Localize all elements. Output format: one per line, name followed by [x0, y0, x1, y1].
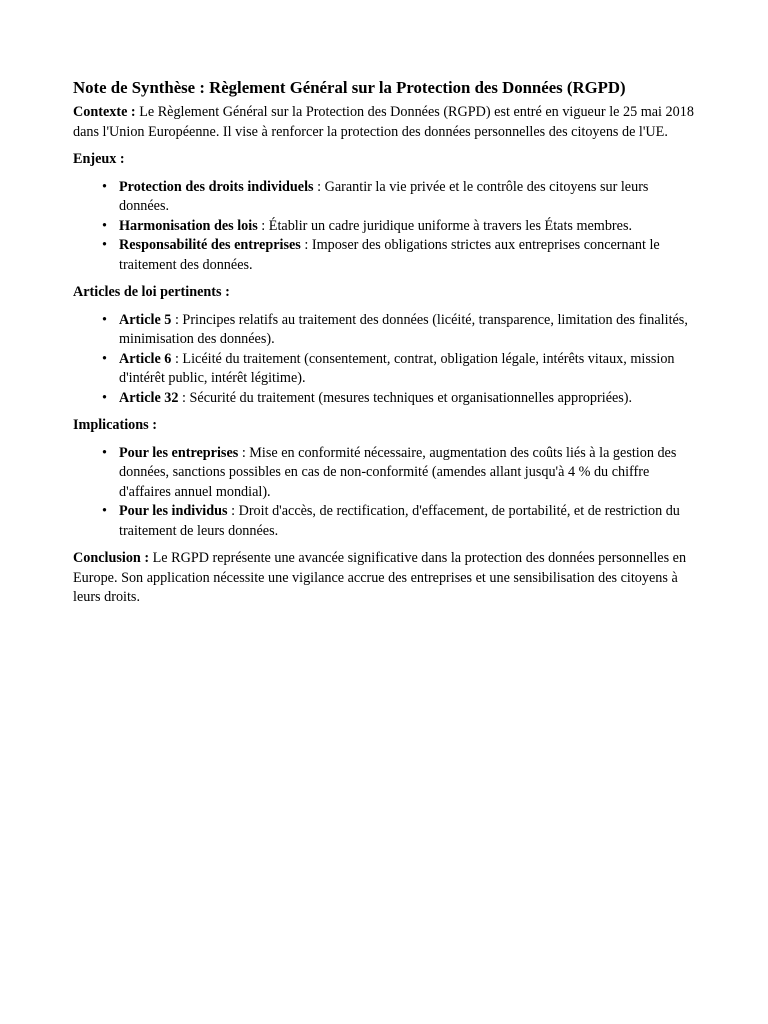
- conclusion-paragraph: [73, 549, 697, 608]
- context-label: Contexte :: [73, 104, 136, 120]
- section-implications: [73, 416, 697, 541]
- list-item: [102, 311, 697, 350]
- item-lead: Article 32: [119, 389, 179, 406]
- context-text: Le Règlement Général sur la Protection des Données (RGPD) est entré en vigueur le 25 mai 2018 dans l'Union Européenne. Il vise à renforcer la protection des données personnelles des citoyens de l'UE.: [73, 104, 694, 140]
- list-item: [102, 236, 697, 275]
- list-item: [102, 444, 697, 503]
- item-text: : Principes relatifs au traitement des données (licéité, transparence, limitation des finalités, minimisation des données).: [119, 311, 688, 347]
- section-enjeux: [73, 150, 697, 275]
- item-text: : Droit d'accès, de rectification, d'effacement, de portabilité, et de restriction du traitement de leurs données.: [119, 503, 680, 539]
- item-lead: Pour les individus: [119, 503, 228, 519]
- list-item: [102, 502, 697, 541]
- list-item: [102, 178, 697, 217]
- item-text: : Mise en conformité nécessaire, augmentation des coûts liés à la gestion des données, sanctions possibles en cas de non-conformité (amendes allant jusqu'à 4 % du chiffre d'affaires annuel mondial).: [119, 444, 677, 500]
- item-text: : Imposer des obligations strictes aux entreprises concernant le traitement des données.: [119, 237, 660, 273]
- context-paragraph: [73, 103, 697, 142]
- item-lead: Article 6: [119, 350, 172, 367]
- document-title: Note de Synthèse : Règlement Général sur la Protection des Données (RGPD): [73, 78, 626, 97]
- item-text: : Établir un cadre juridique uniforme à travers les États membres.: [257, 217, 633, 234]
- item-lead: Harmonisation des lois: [119, 217, 258, 234]
- section-articles: [73, 283, 697, 408]
- item-lead: Protection des droits individuels: [119, 178, 314, 195]
- list-item: [102, 389, 697, 409]
- list-item: [102, 350, 697, 389]
- articles-list: [73, 311, 697, 409]
- conclusion-label: Conclusion :: [73, 550, 150, 566]
- item-text: : Sécurité du traitement (mesures techniques et organisationnelles appropriées).: [178, 389, 633, 406]
- document-page: [73, 77, 697, 616]
- enjeux-list: [73, 178, 697, 276]
- bullet-icon: •: [102, 237, 107, 253]
- bullet-icon: •: [102, 444, 107, 461]
- section-heading-implications: Implications :: [73, 417, 157, 433]
- item-lead: Responsabilité des entreprises: [119, 237, 301, 253]
- item-lead: Pour les entreprises: [119, 444, 239, 461]
- conclusion-text: Le RGPD représente une avancée significative dans la protection des données personnelles en Europe. Son application nécessite une vigilance accrue des entreprises et une sensibilisation des citoyens à leurs droits.: [73, 550, 687, 605]
- item-text: : Garantir la vie privée et le contrôle des citoyens sur leurs données.: [119, 178, 649, 214]
- list-item: [102, 217, 697, 237]
- section-heading-enjeux: Enjeux :: [73, 151, 125, 167]
- item-lead: Article 5: [119, 311, 172, 328]
- bullet-icon: •: [102, 217, 107, 234]
- section-heading-articles: Articles de loi pertinents :: [73, 284, 230, 300]
- implications-list: [73, 444, 697, 542]
- bullet-icon: •: [102, 178, 107, 195]
- bullet-icon: •: [102, 311, 107, 328]
- bullet-icon: •: [102, 503, 107, 519]
- item-text: : Licéité du traitement (consentement, contrat, obligation légale, intérêts vitaux, mission d'intérêt public, intérêt légitime).: [119, 350, 675, 386]
- bullet-icon: •: [102, 350, 107, 367]
- bullet-icon: •: [102, 389, 107, 406]
